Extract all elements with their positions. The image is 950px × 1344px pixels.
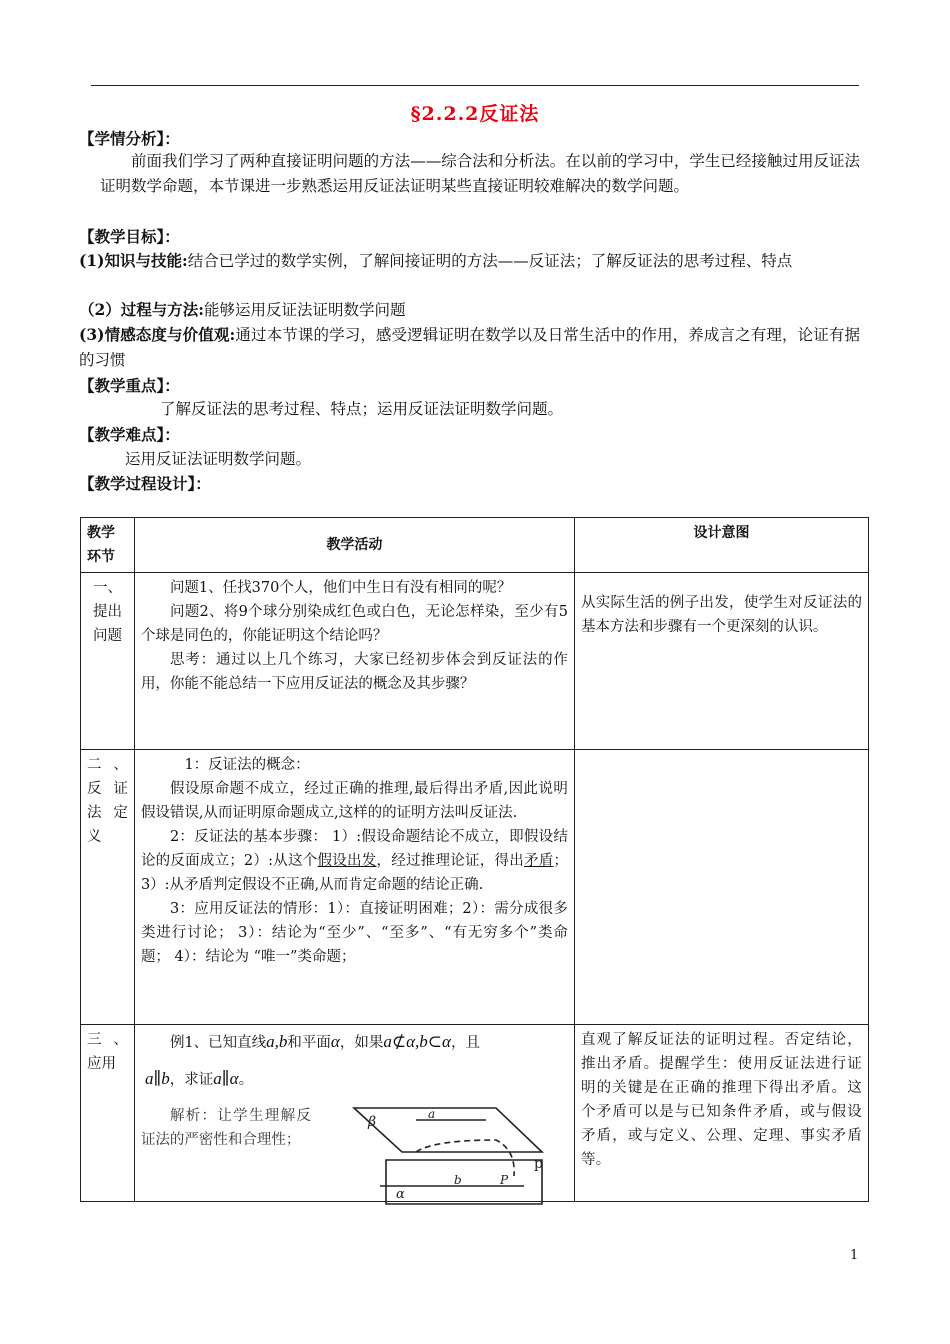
row2-steps-a: 2：反证法的基本步骤： 1）:假设命题结论不成立，即假设结论的反面成立；2）:从这个 xyxy=(140,829,568,869)
row2-concept-text: 假设原命题不成立，经过正确的推理,最后得出矛盾,因此说明假设错误,从而证明原命题成立,这样的的证明方法叫反证法. xyxy=(140,781,568,821)
row3-ex-e: ，求证 xyxy=(169,1072,214,1088)
row3-section: 三、应用 xyxy=(81,1025,135,1202)
row2-concept-title: 1：反证法的概念： xyxy=(184,757,310,773)
plane-alpha xyxy=(386,1160,542,1204)
analysis-text: 前面我们学习了两种直接证明问题的方法——综合法和分析法。在以前的学习中，学生已经接触过用反证法证明数学命题，本节课进一步熟悉运用反证法证明某些直接证明较难解决的数学问题。 xyxy=(100,152,860,195)
row3-ex-cond: a⊄α,b⊂α xyxy=(383,1032,451,1051)
row2-steps-underline-2: 矛盾 xyxy=(523,853,554,869)
row2-steps-c: ；3）:从矛盾判定假设不正确,从而肯定命题的结论正确. xyxy=(140,853,568,893)
row1-section: 一、提出问题 xyxy=(81,573,135,750)
row1-activity xyxy=(134,573,574,750)
row3-analysis: 解析：让学生理解反证法的严密性和合理性； xyxy=(140,1108,311,1148)
row3-ex-alpha: α xyxy=(330,1032,340,1051)
key-text: 了解反证法的思考过程、特点；运用反证法证明数学问题。 xyxy=(160,400,564,418)
row2-section: 二、反 证 法 定 义 xyxy=(81,750,135,1025)
page-title: §2.2.2反证法 xyxy=(410,103,540,125)
goal-3 xyxy=(79,322,860,373)
row3-ex-b: 和平面 xyxy=(287,1035,331,1051)
goal-1 xyxy=(79,248,860,274)
label-p: p xyxy=(534,1156,543,1172)
process-heading: 【教学过程设计】： xyxy=(79,474,211,493)
row2-activity xyxy=(134,750,574,1025)
label-P: P xyxy=(500,1173,509,1187)
plane-line-figure xyxy=(346,1106,556,1206)
row1-question-2: 问题2、将9个球分别染成红色或白色，无论怎样染，至少有5个球是同色的，你能证明这个结论吗？ xyxy=(140,604,568,644)
goals-heading: 【教学目标】： xyxy=(79,227,180,246)
label-alpha: α xyxy=(396,1187,405,1202)
goal-2-label: （2）过程与方法: xyxy=(79,300,205,319)
header-intent: 设计意图 xyxy=(574,518,868,573)
row2-steps-underline-1: 假设出发 xyxy=(317,853,377,869)
intersection-dashed xyxy=(416,1140,514,1176)
row1-think: 思考：通过以上几个练习，大家已经初步体会到反证法的作用，你能不能总结一下应用反证法的概念及其步骤？ xyxy=(140,652,568,692)
row1-question-1: 问题1、任找370个人，他们中生日有没有相同的呢？ xyxy=(169,580,512,596)
row3-ex-d: ，且 xyxy=(450,1035,480,1051)
goal-3-label: (3)情感态度与价值观: xyxy=(79,325,236,344)
table-row xyxy=(81,750,869,1025)
label-beta: β xyxy=(368,1114,377,1130)
analysis-heading: 【学情分析】： xyxy=(79,129,180,148)
plane-beta xyxy=(354,1108,542,1152)
goal-1-text: 结合已学过的数学实例，了解间接证明的方法——反证法；了解反证法的思考过程、特点 xyxy=(187,252,793,270)
row2-intent xyxy=(574,750,868,1025)
label-a: a xyxy=(428,1107,436,1121)
row3-ex-ab: a,b xyxy=(266,1032,288,1051)
header-section: 教学环节 xyxy=(81,518,135,573)
row3-ex-goal: a∥α xyxy=(213,1069,239,1088)
goal-2 xyxy=(79,298,864,322)
row2-steps xyxy=(141,825,568,897)
page-number: 1 xyxy=(850,1248,859,1263)
lesson-plan-table xyxy=(80,517,869,1202)
difficulty-heading: 【教学难点】： xyxy=(79,425,180,444)
row3-intent: 直观了解反证法的证明过程。否定结论，推出矛盾。提醒学生：使用反证法进行证明的关键是在正确的推理下得出矛盾。这个矛盾可以是与已知条件矛盾，或与假设矛盾，或与定义、公理、定理、事实矛盾等。 xyxy=(574,1025,868,1202)
table-header-row xyxy=(81,518,869,573)
header-activity: 教学活动 xyxy=(134,518,574,573)
key-heading: 【教学重点】： xyxy=(79,376,180,395)
row1-intent: 从实际生活的例子出发，使学生对反证法的基本方法和步骤有一个更深刻的认识。 xyxy=(574,573,868,750)
row3-ex-par: a∥b xyxy=(144,1069,170,1088)
header-rule xyxy=(91,85,859,86)
goal-3-text: 通过本节课的学习，感受逻辑证明在数学以及日常生活中的作用，养成言之有理，论证有据的习惯 xyxy=(79,326,860,369)
row2-cases: 3：应用反证法的情形：1）：直接证明困难；2）：需分成很多类进行讨论； 3）：结论为“至少”、“至多”、“有无穷多个”类命题； 4）：结论为 “唯一”类命题； xyxy=(140,901,568,965)
row3-example xyxy=(141,1028,568,1057)
goal-1-label: (1)知识与技能: xyxy=(79,251,188,270)
goal-2-text: 能够运用反证法证明数学问题 xyxy=(204,301,406,319)
row2-steps-b: ，经过推理论证，得出 xyxy=(376,853,524,869)
row3-ex-c: ，如果 xyxy=(339,1035,384,1051)
row3-example-goal xyxy=(145,1065,568,1094)
difficulty-text: 运用反证法证明数学问题。 xyxy=(125,450,312,468)
row3-ex-f: 。 xyxy=(238,1072,254,1088)
row3-ex-a: 例1、已知直线 xyxy=(169,1035,267,1051)
table-row xyxy=(81,573,869,750)
label-b: b xyxy=(454,1173,462,1187)
